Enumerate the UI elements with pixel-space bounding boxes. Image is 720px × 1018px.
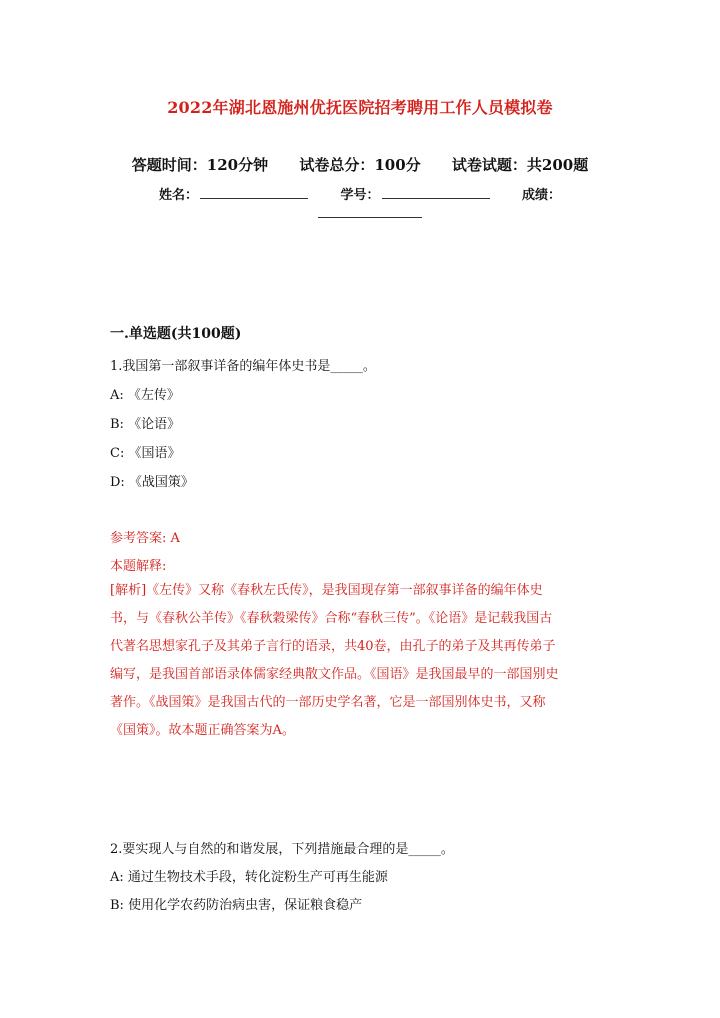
student-id-label: 学号：	[340, 188, 380, 203]
grade-field	[522, 188, 561, 203]
question-1-option-d: D: 《战国策》	[110, 475, 194, 490]
explanation-line: 书，与《春秋公羊传》《春秋穀梁传》合称“春秋三传”。《论语》是记载我国古	[110, 611, 553, 626]
student-info	[0, 184, 720, 203]
grade-blank-row	[318, 203, 422, 222]
explanation-line: 《国策》。故本题正确答案为A。	[110, 723, 295, 738]
question-2-option-b: B: 使用化学农药防治病虫害，保证粮食稳产	[110, 898, 363, 913]
name-field	[159, 188, 308, 203]
exam-meta	[0, 154, 720, 175]
question-1-option-b: B: 《论语》	[110, 417, 181, 432]
question-1-option-a: A: 《左传》	[110, 388, 180, 403]
exam-title: 2022年湖北恩施州优抚医院招考聘用工作人员模拟卷	[167, 98, 553, 117]
grade-blank	[318, 205, 422, 218]
explanation-line: 代著名思想家孔子及其弟子言行的语录，共40卷，由孔子的弟子及其再传弟子	[110, 639, 556, 654]
question-1-explanation	[110, 577, 610, 745]
question-1-explain-label: 本题解释:	[110, 559, 167, 574]
name-label: 姓名：	[158, 188, 198, 203]
student-id-field	[340, 188, 489, 203]
exam-question-count: 试卷试题：共200题	[451, 156, 589, 174]
exam-total-score: 试卷总分：100分	[299, 156, 421, 174]
exam-time: 答题时间：120分钟	[131, 156, 269, 174]
explanation-line: [解析]《左传》又称《春秋左氏传》，是我国现存第一部叙事详备的编年体史	[110, 583, 543, 598]
section-title: 一.单选题(共100题)	[110, 326, 242, 342]
question-1-text: 1.我国第一部叙事详备的编年体史书是_____。	[110, 359, 376, 374]
student-id-blank	[382, 186, 490, 199]
question-1-option-c: C: 《国语》	[110, 446, 181, 461]
question-2-option-a: A: 通过生物技术手段，转化淀粉生产可再生能源	[110, 870, 388, 885]
explanation-line: 编写，是我国首部语录体儒家经典散文作品。《国语》是我国最早的一部国别史	[110, 667, 559, 682]
name-blank	[200, 186, 308, 199]
explanation-line: 著作。《战国策》是我国古代的一部历史学名著，它是一部国别体史书，又称	[110, 695, 546, 710]
question-1-answer: 参考答案: A	[110, 531, 180, 546]
grade-label: 成绩：	[522, 188, 562, 203]
question-2-text: 2.要实现人与自然的和谐发展，下列措施最合理的是_____。	[110, 842, 454, 857]
